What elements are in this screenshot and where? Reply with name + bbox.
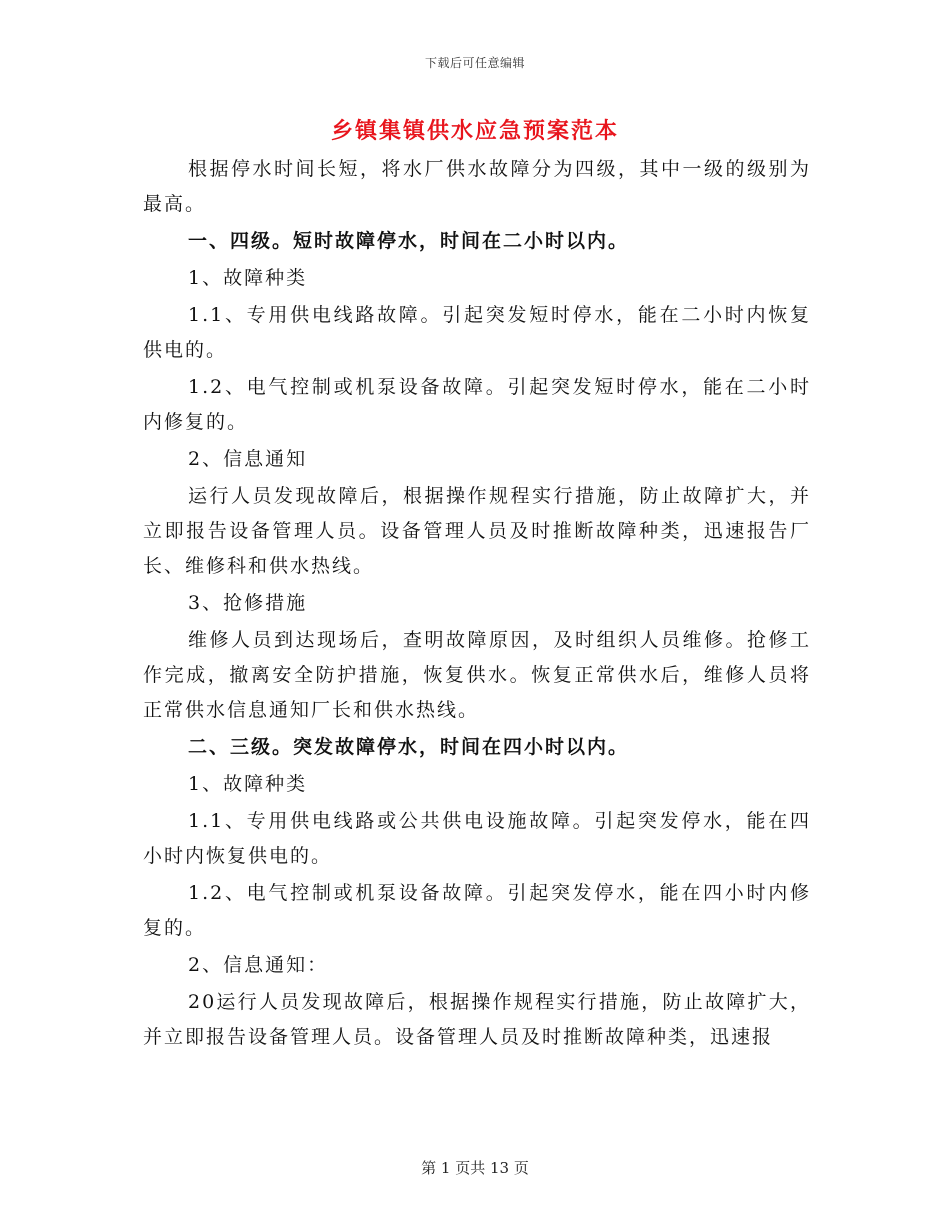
paragraph: 运行人员发现故障后，根据操作规程实行措施，防止故障扩大，并立即报告设备管理人员。设备管理人员及时推断故障种类，迅速报告厂长、维修科和供水热线。 [143, 485, 811, 577]
subsection-heading: 1、故障种类 [188, 267, 308, 289]
paragraph: 20运行人员发现故障后，根据操作规程实行措施，防止故障扩大，并立即报告设备管理人员。设备管理人员及时推断故障种类，迅速报 [143, 991, 811, 1048]
section-heading: 二、三级。突发故障停水，时间在四小时以内。 [188, 736, 630, 758]
paragraph: 1.2、电气控制或机泵设备故障。引起突发短时停水，能在二小时内修复的。 [143, 376, 811, 433]
subsection-heading: 3、抢修措施 [188, 592, 308, 614]
page-number: 第 1 页共 13 页 [421, 1159, 529, 1177]
paragraph: 维修人员到达现场后，查明故障原因，及时组织人员维修。抢修工作完成，撤离安全防护措施，恢复供水。恢复正常供水后，维修人员将正常供水信息通知厂长和供水热线。 [143, 629, 811, 721]
paragraph: 1.1、专用供电线路故障。引起突发短时停水，能在二小时内恢复供电的。 [143, 304, 811, 361]
header-note: 下载后可任意编辑 [424, 56, 525, 70]
paragraph: 1.1、专用供电线路或公共供电设施故障。引起突发停水，能在四小时内恢复供电的。 [143, 810, 811, 867]
subsection-heading: 2、信息通知： [188, 954, 329, 976]
section-heading: 一、四级。短时故障停水，时间在二小时以内。 [188, 230, 630, 252]
paragraph: 1.2、电气控制或机泵设备故障。引起突发停水，能在四小时内修复的。 [143, 882, 811, 939]
paragraph: 根据停水时间长短，将水厂供水故障分为四级，其中一级的级别为最高。 [143, 158, 811, 215]
subsection-heading: 2、信息通知 [188, 448, 308, 470]
document-body [143, 152, 811, 1057]
document-title: 乡镇集镇供水应急预案范本 [330, 118, 619, 144]
subsection-heading: 1、故障种类 [188, 773, 308, 795]
